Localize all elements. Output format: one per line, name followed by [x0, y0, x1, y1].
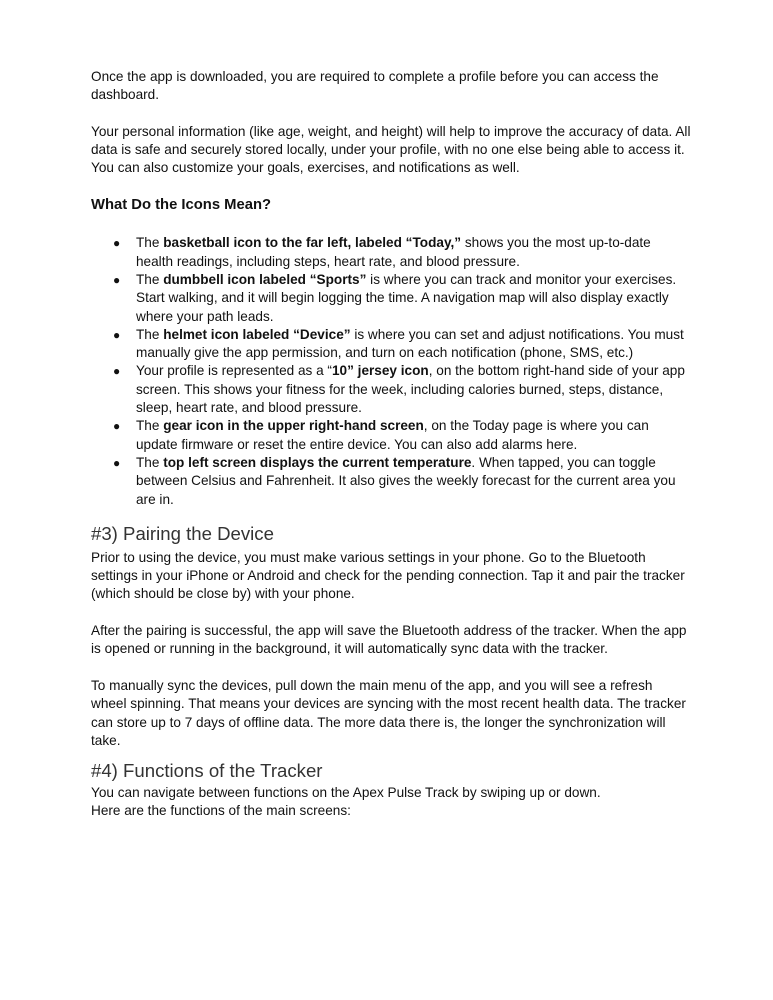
bullet-icon: ●	[113, 419, 121, 434]
pairing-paragraph-1: Prior to using the device, you must make various settings in your phone. Go to the Bluetooth settings in your iPhone or Android and check for the pending connection. Tap it and pair the tracker (which should be close by) with your phone.	[91, 549, 685, 602]
list-item: ● The dumbbell icon labeled “Sports” is where you can track and monitor your exercises. Start walking, and it will begin logging the time. A navigation map will also display exactly where your path leads.	[113, 271, 677, 324]
list-item: ● Your profile is represented as a “10” jersey icon, on the bottom right-hand side of your app screen. This shows your fitness for the week, including calories burned, steps, distance, sleep, heart rate, and blood pressure.	[113, 363, 685, 416]
bullet-icon: ●	[113, 327, 121, 342]
icons-list	[91, 234, 691, 508]
pairing-heading: #3) Pairing the Device	[91, 522, 274, 544]
bullet-icon: ●	[113, 272, 121, 287]
list-item: ● The top left screen displays the current temperature. When tapped, you can toggle between Celsius and Fahrenheit. It also gives the weekly forecast for the current area you are in.	[113, 454, 676, 507]
pairing-paragraph-2: After the pairing is successful, the app will save the Bluetooth address of the tracker. When the app is opened or running in the background, it will automatically sync data with the tracker.	[91, 623, 687, 657]
functions-paragraph-1: You can navigate between functions on the Apex Pulse Track by swiping up or down.	[91, 785, 601, 801]
pairing-paragraph-3: To manually sync the devices, pull down the main menu of the app, and you will see a refresh wheel spinning. That means your devices are syncing with the most recent health data. The tracker can store up to 7 days of offline data. The more data there is, the longer the synchronization will take.	[91, 677, 686, 748]
functions-heading: #4) Functions of the Tracker	[91, 760, 323, 782]
list-item: ● The helmet icon labeled “Device” is where you can set and adjust notifications. You must manually give the app permission, and turn on each notification (phone, SMS, etc.)	[113, 326, 684, 361]
list-item: ● The basketball icon to the far left, labeled “Today,” shows you the most up-to-date health readings, including steps, heart rate, and blood pressure.	[113, 235, 651, 269]
icons-heading: What Do the Icons Mean?	[91, 197, 272, 214]
intro-paragraph-1: Once the app is downloaded, you are required to complete a profile before you can access the dashboard.	[91, 69, 659, 103]
bullet-icon: ●	[113, 455, 121, 470]
bullet-icon: ●	[113, 364, 121, 379]
document-body	[91, 68, 691, 821]
list-item: ● The gear icon in the upper right-hand screen, on the Today page is where you can update firmware or reset the entire device. You can also add alarms here.	[113, 418, 649, 452]
functions-paragraph-2: Here are the functions of the main screens:	[91, 803, 351, 819]
intro-paragraph-2: Your personal information (like age, weight, and height) will help to improve the accuracy of data. All data is safe and securely stored locally, under your profile, with no one else being able to access it. You can also customize your goals, exercises, and notifications as well.	[91, 123, 691, 176]
bullet-icon: ●	[113, 236, 121, 251]
